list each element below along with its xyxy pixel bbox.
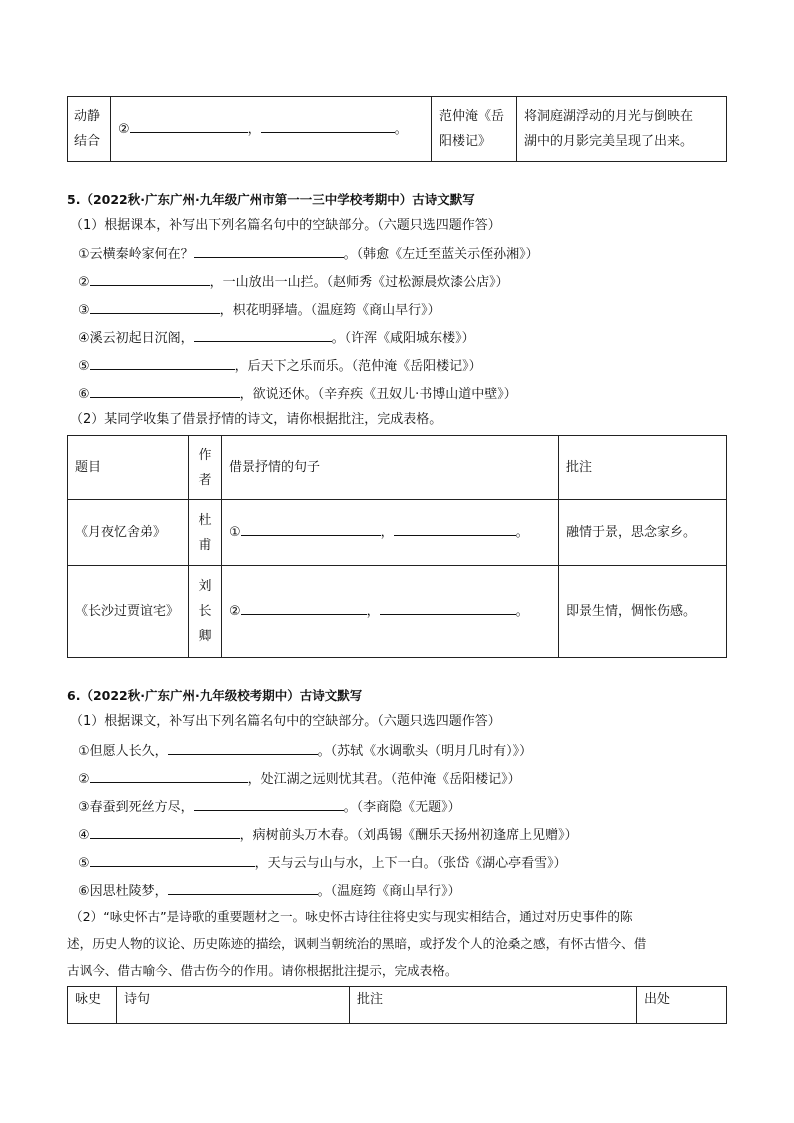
row-author (189, 500, 222, 566)
blank[interactable] (90, 768, 248, 783)
q6-line-2 (78, 768, 521, 790)
top-col4 (517, 97, 727, 162)
blank[interactable] (90, 824, 240, 839)
q5-part1: （1）根据课本，补写出下列名篇名句中的空缺部分。（六题只选四题作答） (70, 218, 501, 233)
line-pre: ③ (78, 303, 90, 318)
author-char: 杜 (198, 512, 212, 528)
q5-heading: 5.（2022秋·广东广州·九年级广州市第一一三中学校考期中）古诗文默写 (67, 192, 475, 207)
top-col4-line1: 将洞庭湖浮动的月光与倒映在 (524, 109, 694, 124)
q6-line-5 (78, 852, 567, 874)
blank[interactable] (380, 600, 516, 615)
line-pre: ④ (78, 828, 90, 843)
line-post: ，天与云与山与水，上下一白。（张岱《湖心亭看雪》） (254, 856, 567, 871)
row-sentence (222, 500, 559, 566)
q6-line-4 (78, 824, 578, 846)
top-col4-line2: 湖中的月影完美呈现了出来。 (524, 134, 694, 149)
blank[interactable] (130, 118, 248, 133)
q5-table-header (68, 436, 727, 500)
line-pre: ② (78, 275, 90, 290)
row-num: ② (229, 604, 241, 619)
table-row (68, 500, 727, 566)
q6-line-6 (78, 880, 461, 902)
blank[interactable] (241, 521, 381, 536)
q5-line-3 (78, 299, 441, 321)
line-pre: ⑥ (78, 387, 90, 402)
th-author (189, 436, 222, 500)
blank[interactable] (90, 299, 220, 314)
row-author (189, 566, 222, 658)
blank[interactable] (168, 880, 318, 895)
th-sentence: 借景抒情的句子 (222, 436, 559, 500)
blank[interactable] (90, 271, 210, 286)
line-post: 。（许浑《咸阳城东楼》） (331, 331, 475, 346)
th-author-char: 者 (198, 472, 212, 488)
blank[interactable] (241, 600, 367, 615)
top-col3-line2: 阳楼记》 (439, 134, 492, 149)
blank[interactable] (261, 118, 395, 133)
line-post: 。（韩愈《左迁至蓝关示侄孙湘》） (343, 247, 539, 262)
end: 。 (515, 525, 529, 540)
line-post: ，后天下之乐而乐。（范仲淹《岳阳楼记》） (234, 359, 482, 374)
row-note: 即景生情，惆怅伤感。 (559, 566, 727, 658)
top-col2 (111, 97, 432, 162)
author-char: 长 (198, 604, 212, 619)
author-char: 卿 (198, 629, 212, 644)
q5-table (67, 435, 727, 658)
q6-table (67, 986, 727, 1024)
th-note: 批注 (350, 987, 637, 1024)
line-post: 。（苏轼《水调歌头（明月几时有）》） (317, 744, 533, 759)
end: 。 (515, 604, 529, 619)
th-note: 批注 (559, 436, 727, 500)
q6-part1: （1）根据课文，补写出下列名篇名句中的空缺部分。（六题只选四题作答） (70, 714, 501, 729)
line-pre: ①云横秦岭家何在？ (78, 247, 194, 262)
q6-part2-line3: 古讽今、借古喻今、借古伤今的作用。请你根据批注提示，完成表格。 (67, 963, 458, 978)
th-author-char: 作 (198, 447, 212, 463)
line-pre: ③春蚕到死丝方尽， (78, 800, 194, 815)
line-pre: ①但愿人长久， (78, 744, 168, 759)
q6-part2-line2: 述，历史人物的议论、历史陈迹的描绘，讽刺当朝统治的黑暗，或抒发个人的沧桑之感，有怀古惜今、借 (67, 936, 647, 951)
row-title: 《长沙过贾谊宅》 (68, 566, 189, 658)
q5-line-1 (78, 243, 539, 265)
blank[interactable] (90, 383, 240, 398)
line-pre: ④溪云初起日沉阁， (78, 331, 194, 346)
top-col3-line1: 范仲淹《岳 (439, 109, 505, 124)
q6-table-header (68, 987, 727, 1024)
line-post: 。（温庭筠《商山早行》） (317, 884, 461, 899)
line-pre: ② (78, 772, 90, 787)
q5-part2: （2）某同学收集了借景抒情的诗文，请你根据批注，完成表格。 (70, 412, 443, 427)
th-title: 题目 (68, 436, 189, 500)
blank[interactable] (194, 796, 344, 811)
q6-line-1 (78, 740, 532, 762)
row-note: 融情于景，思念家乡。 (559, 500, 727, 566)
row-title: 《月夜忆舍弟》 (68, 500, 189, 566)
line-post: ，处江湖之远则忧其君。（范仲淹《岳阳楼记》） (247, 772, 521, 787)
line-post: ，欲说还休。（辛弃疾《丑奴儿·书博山道中壁》） (239, 387, 517, 402)
table-row (68, 566, 727, 658)
q6-heading: 6.（2022秋·广东广州·九年级校考期中）古诗文默写 (67, 688, 363, 703)
line-pre: ⑤ (78, 856, 90, 871)
q5-line-5 (78, 355, 482, 377)
blank[interactable] (168, 740, 318, 755)
top-col1-line2: 结合 (74, 134, 101, 149)
top-col2-num: ② (118, 121, 130, 137)
top-col1-line1: 动静 (74, 109, 101, 124)
sep: ， (380, 525, 394, 540)
q6-part2-line1: （2）“咏史怀古”是诗歌的重要题材之一。咏史怀古诗往往将史实与现实相结合，通过对历史事件的陈 (70, 909, 633, 924)
blank[interactable] (194, 327, 332, 342)
q5-line-2 (78, 271, 509, 293)
blank[interactable] (194, 243, 344, 258)
q6-line-3 (78, 796, 461, 818)
blank[interactable] (90, 852, 255, 867)
q5-line-4 (78, 327, 475, 349)
line-post: 。（李商隐《无题》） (343, 800, 461, 815)
end: 。 (394, 121, 408, 137)
line-pre: ⑥因思杜陵梦， (78, 884, 168, 899)
th-source: 出处 (637, 987, 727, 1024)
author-char: 刘 (198, 579, 212, 594)
line-post: ，一山放出一山拦。（赵师秀《过松源晨炊漆公店》） (209, 275, 509, 290)
row-num: ① (229, 525, 241, 540)
blank[interactable] (394, 521, 516, 536)
sep: ， (247, 121, 261, 137)
line-post: ，枳花明驿墙。（温庭筠《商山早行》） (219, 303, 441, 318)
top-col3 (432, 97, 517, 162)
th-poem: 诗句 (117, 987, 350, 1024)
q5-line-6 (78, 383, 517, 405)
row-sentence (222, 566, 559, 658)
sep: ， (366, 604, 380, 619)
th-yongshi: 咏史 (68, 987, 117, 1024)
line-pre: ⑤ (78, 359, 90, 374)
author-char: 甫 (198, 537, 212, 553)
blank[interactable] (90, 355, 235, 370)
line-post: ，病树前头万木春。（刘禹锡《酬乐天扬州初逢席上见赠》） (239, 828, 578, 843)
top-col1 (68, 97, 111, 162)
top-table (67, 96, 727, 162)
